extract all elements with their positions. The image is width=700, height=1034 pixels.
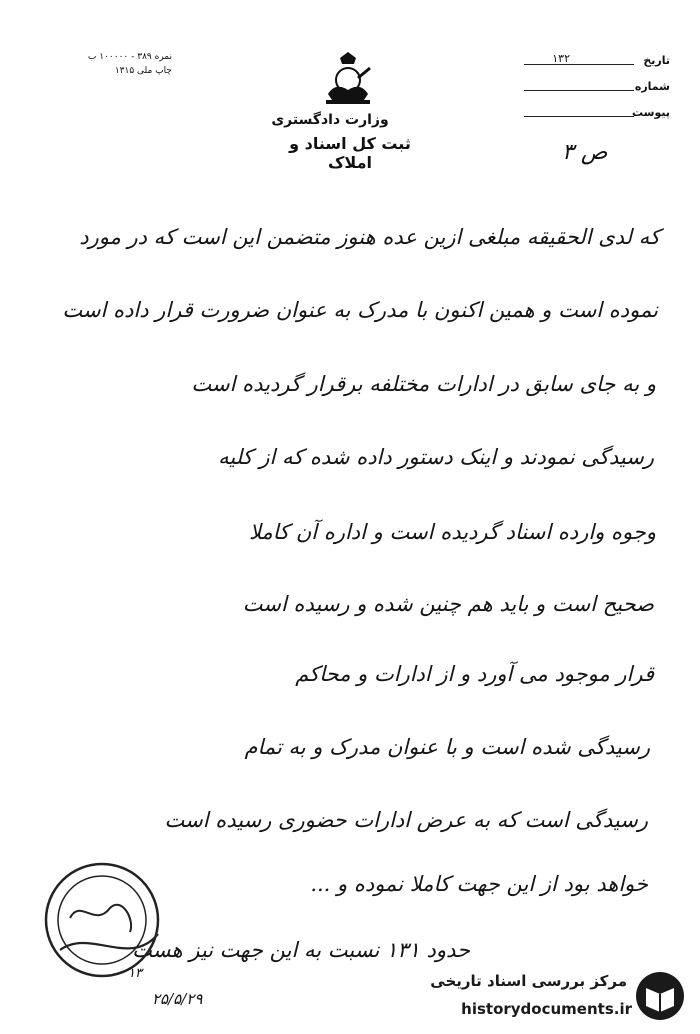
field-date: [550, 54, 670, 80]
lion-and-sun-emblem-icon: [318, 50, 378, 110]
field-label: تاریخ: [643, 54, 670, 67]
form-code: [62, 50, 172, 78]
field-number: [550, 80, 670, 106]
office-name: ثبت کل اسناد و املاک: [289, 134, 411, 172]
letter-line: صحیح است و باید هم چنین شده و رسیده است: [242, 592, 654, 616]
official-seal-icon: [40, 858, 170, 988]
field-label: پیوست: [632, 106, 670, 119]
field-value: ۱۳۲: [552, 52, 570, 65]
letter-line: رسیدگی نمودند و اینک دستور داده شده که از کلیه: [218, 445, 654, 469]
letter-line: که لدی الحقیقه مبلغی ازین عده هنوز متضمن این است که در مورد: [79, 225, 660, 249]
stamp-date: ۲۵/۵/۲۹: [152, 990, 203, 1008]
letter-line: نموده است و همین اکنون با مدرک به عنوان ضرورت قرار داده است: [62, 298, 658, 322]
letter-line: قرار موجود می آورد و از ادارات و محاکم: [295, 662, 654, 686]
stamp-number: ۱۳: [128, 966, 142, 981]
form-code-line: نمره ۳۸۹ - ۱۰۰۰۰۰ ب: [87, 52, 172, 62]
header-fields: [550, 54, 670, 132]
field-line: [524, 116, 634, 117]
watermark-title: مرکز بررسی اسناد تاریخی: [430, 972, 627, 990]
page-number: ص ۳: [562, 140, 608, 165]
letter-line: رسیدگی است که به عرض ادارات حضوری رسیده است: [164, 808, 648, 832]
field-attachment: [550, 106, 670, 132]
book-logo-icon: [634, 970, 686, 1022]
ministry-name: وزارت دادگستری: [271, 112, 389, 128]
letter-line: حدود ۱۳۱ نسبت به این جهت نیز هست: [132, 938, 470, 962]
field-line: [524, 90, 634, 91]
letter-line: خواهد بود از این جهت کاملا نموده و ...: [310, 872, 648, 896]
letter-line: وجوه وارده اسناد گردیده است و اداره آن کاملا: [249, 520, 656, 544]
letter-line: و به جای سابق در ادارات مختلفه برقرار گردیده است: [191, 372, 656, 396]
letter-line: رسیدگی شده است و با عنوان مدرک و به تمام: [244, 735, 650, 759]
watermark-url: historydocuments.ir: [461, 1000, 632, 1018]
field-line: [524, 64, 634, 65]
form-code-line: چاپ ملی ۱۳۱۵: [114, 66, 172, 76]
field-label: شماره: [634, 80, 670, 93]
